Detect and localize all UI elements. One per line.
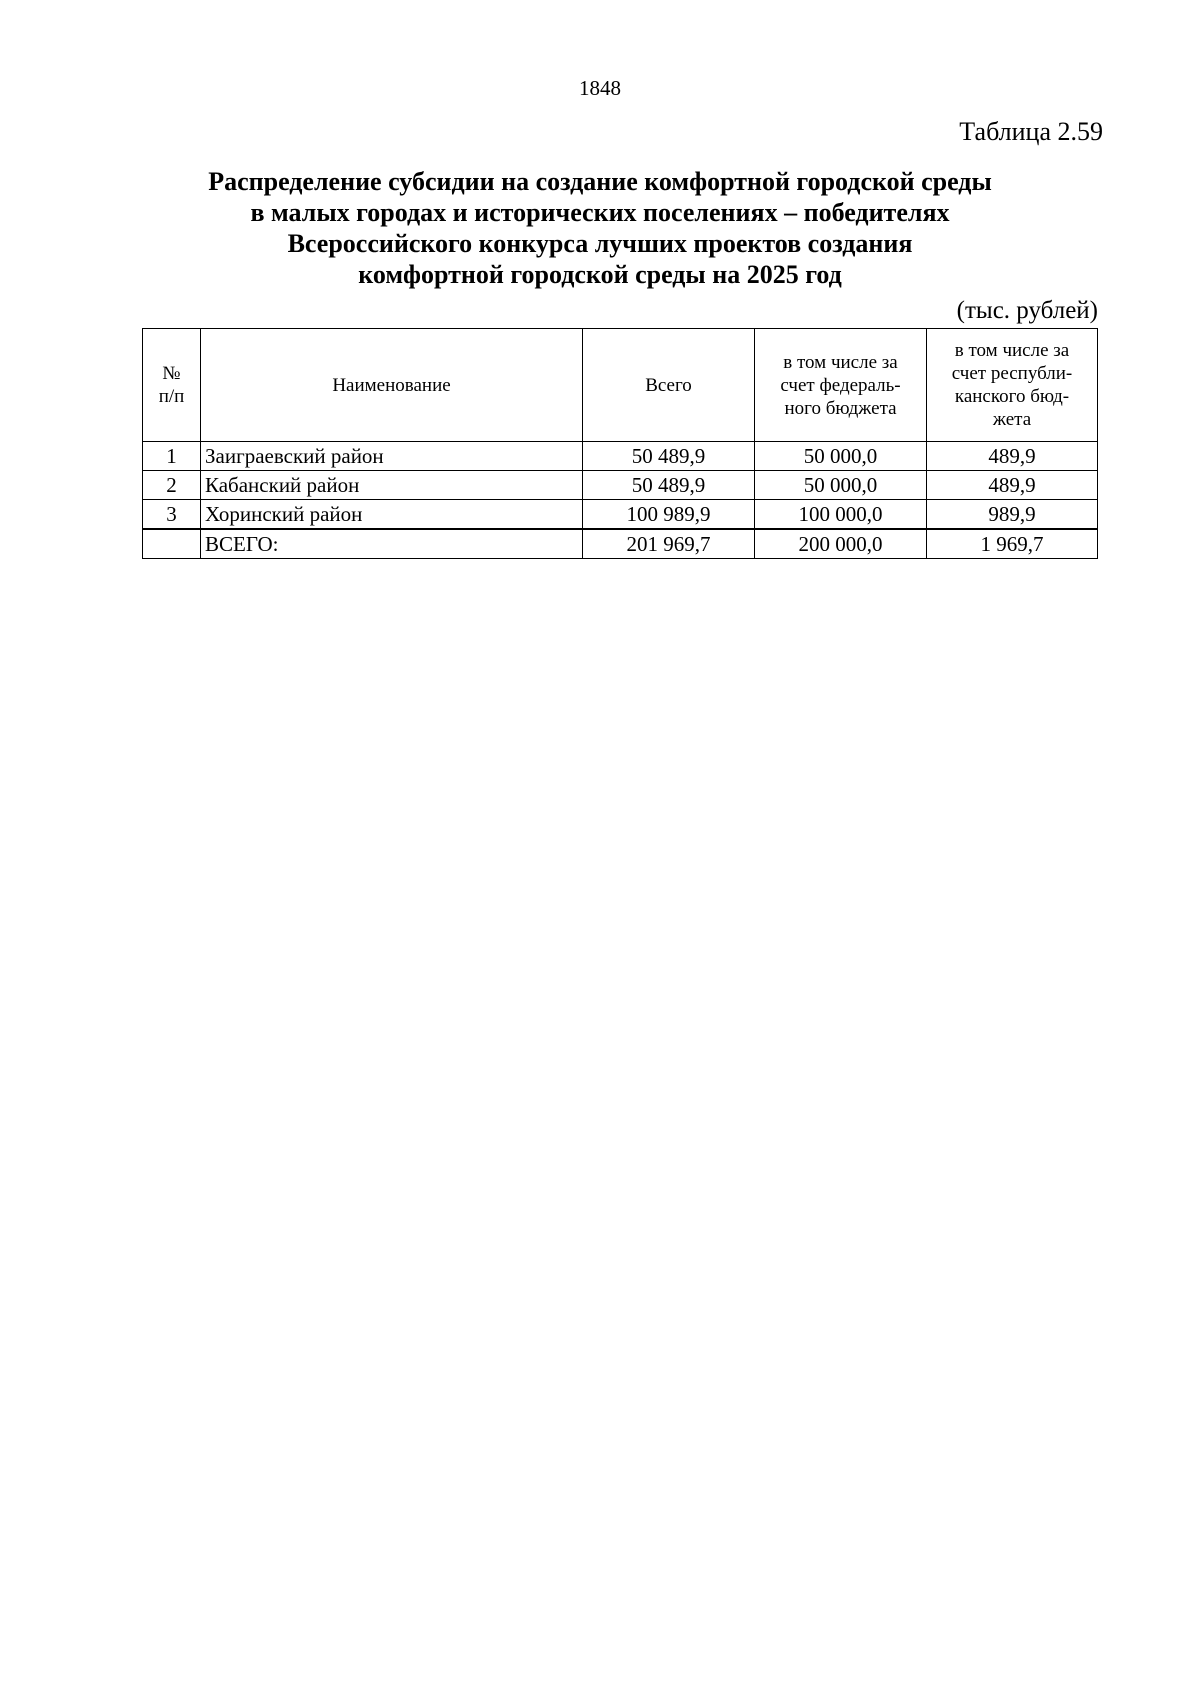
- title-line: Всероссийского конкурса лучших проектов создания: [287, 229, 913, 258]
- cell-name: Заиграевский район: [201, 442, 583, 471]
- cell-federal: 50 000,0: [755, 442, 927, 471]
- cell-name: Кабанский район: [201, 471, 583, 500]
- cell-total: 201 969,7: [583, 529, 755, 559]
- page-number: 1848: [579, 76, 621, 100]
- table-row: [143, 500, 1098, 530]
- title-line: Распределение субсидии на создание комфортной городской среды: [208, 167, 992, 196]
- header-num: [143, 329, 201, 442]
- table-reference: Таблица 2.59: [959, 117, 1103, 146]
- title-line: комфортной городской среды на 2025 год: [358, 260, 842, 289]
- cell-name: Хоринский район: [201, 500, 583, 530]
- table-row: [143, 442, 1098, 471]
- header-num-line: п/п: [158, 386, 185, 407]
- cell-total: 100 989,9: [583, 500, 755, 530]
- cell-num: 3: [143, 500, 201, 530]
- header-republic: [927, 329, 1098, 442]
- table-row: [143, 471, 1098, 500]
- cell-name: ВСЕГО:: [201, 529, 583, 559]
- cell-federal: 50 000,0: [755, 471, 927, 500]
- header-republic-line: жета: [992, 409, 1032, 430]
- header-total: Всего: [583, 329, 755, 442]
- cell-republic: 489,9: [927, 471, 1098, 500]
- table-total-row: [143, 529, 1098, 559]
- header-num-line: №: [162, 363, 181, 384]
- title-line: в малых городах и исторических поселениях – победителях: [250, 198, 950, 227]
- header-name: Наименование: [201, 329, 583, 442]
- cell-num: 1: [143, 442, 201, 471]
- header-federal-line: ного бюджета: [784, 397, 897, 419]
- header-republic-line: канского бюд-: [954, 386, 1070, 407]
- units-label: (тыс. рублей): [956, 297, 1098, 324]
- header-federal-line: в том числе за: [783, 351, 898, 373]
- cell-total: 50 489,9: [583, 471, 755, 500]
- cell-federal: 100 000,0: [755, 500, 927, 530]
- table-header-row: [143, 329, 1098, 442]
- header-republic-line: счет республи-: [951, 363, 1073, 384]
- cell-republic: 1 969,7: [927, 529, 1098, 559]
- cell-republic: 989,9: [927, 500, 1098, 530]
- cell-num: [143, 529, 201, 559]
- header-federal-line: счет федераль-: [780, 374, 901, 396]
- header-federal: [755, 329, 927, 442]
- cell-federal: 200 000,0: [755, 529, 927, 559]
- header-republic-line: в том числе за: [954, 340, 1070, 361]
- document-title: [150, 166, 1050, 290]
- cell-republic: 489,9: [927, 442, 1098, 471]
- cell-total: 50 489,9: [583, 442, 755, 471]
- subsidy-table: [142, 328, 1098, 559]
- cell-num: 2: [143, 471, 201, 500]
